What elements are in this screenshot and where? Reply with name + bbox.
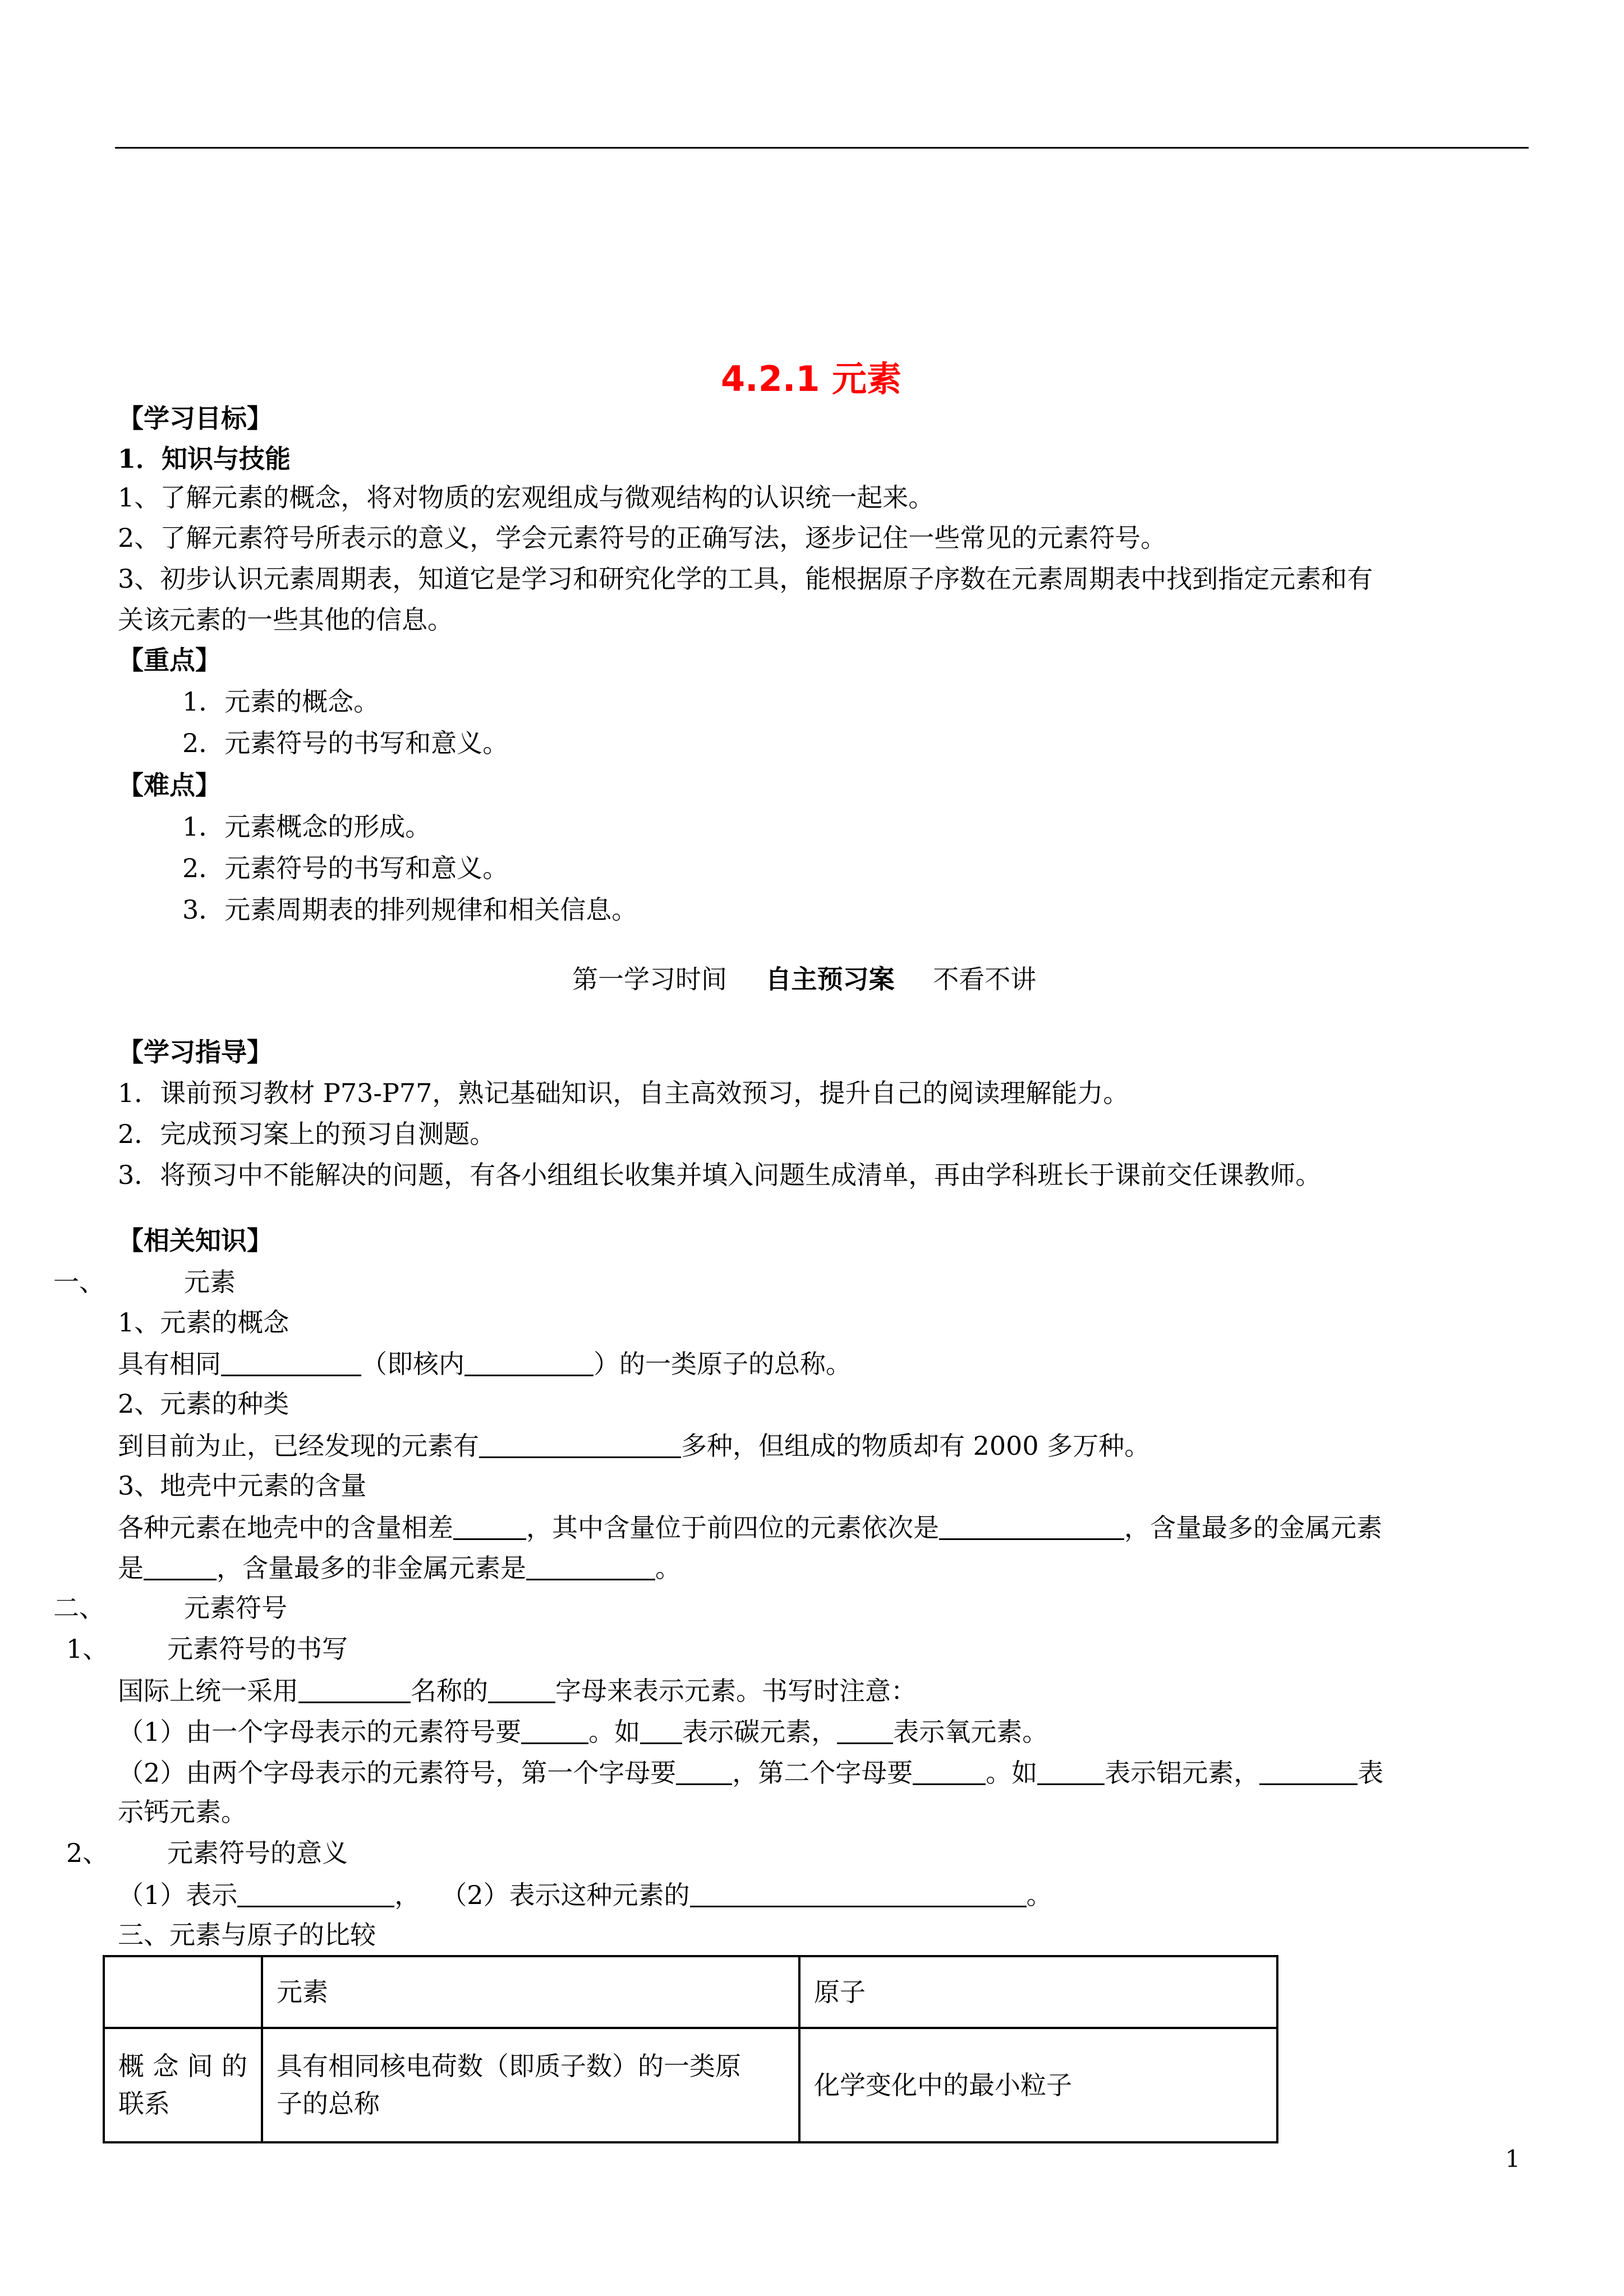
subsection-2-2-title: 元素符号的意义 <box>167 1838 348 1868</box>
page-title: 4.2.1 元素 <box>721 358 902 399</box>
guide-item: 1．课前预习教材 P73-P77，熟记基础知识，自主高效预习，提升自己的阅读理解能力。 <box>118 1078 1129 1108</box>
blank[interactable] <box>690 1881 1027 1907</box>
session-part1: 第一学习时间 <box>572 964 727 994</box>
table-row <box>104 2028 1277 2142</box>
blank[interactable] <box>488 1677 555 1703</box>
blank[interactable] <box>453 1514 526 1540</box>
table-row <box>104 1956 1277 2028</box>
session-part2: 自主预习案 <box>765 964 895 994</box>
goals-heading: 【学习目标】 <box>118 403 273 434</box>
fill-line-2-2: （1）表示 ， （2）表示这种元素的 。 <box>118 1880 1052 1910</box>
fill-line-2-1a: 国际上统一采用 名称的 字母来表示元素。书写时注意： <box>118 1676 917 1706</box>
knowledge-heading: 【相关知识】 <box>118 1225 273 1256</box>
session-part3: 不看不讲 <box>933 964 1037 994</box>
row-label-line: 联系 <box>118 2088 170 2119</box>
subsection-2-1-number: 1、 <box>66 1634 109 1664</box>
subsection-1-1: 1、元素的概念 <box>118 1307 289 1338</box>
subsection-2-2-number: 2、 <box>66 1838 109 1868</box>
fill-line-1-3a: 各种元素在地壳中的含量相差 ，其中含量位于前四位的元素依次是 ，含量最多的金属元素 <box>118 1513 1382 1543</box>
blank[interactable] <box>640 1718 682 1744</box>
section-3-title: 三、元素与原子的比较 <box>118 1920 376 1950</box>
goal-item: 2、了解元素符号所表示的意义，学会元素符号的正确写法，逐步记住一些常见的元素符号。 <box>118 523 1167 553</box>
session-line <box>572 966 1036 992</box>
fill-line-1-1: 具有相同 （即核内 ）的一类原子的总称。 <box>118 1349 852 1379</box>
blank[interactable] <box>298 1677 411 1703</box>
table-corner-cell <box>104 1956 262 2028</box>
table-cell-atom: 化学变化中的最小粒子 <box>799 2028 1277 2142</box>
cell-line: 子的总称 <box>277 2088 380 2119</box>
key-points-heading: 【重点】 <box>118 645 221 675</box>
difficulty-item: 2．元素符号的书写和意义。 <box>182 853 509 883</box>
fill-line-2-1d: 示钙元素。 <box>118 1797 247 1827</box>
blank[interactable] <box>1037 1759 1105 1785</box>
table-header-element: 元素 <box>262 1956 799 2028</box>
fill-line-1-2: 到目前为止，已经发现的元素有 多种，但组成的物质却有 2000 多万种。 <box>118 1431 1151 1461</box>
blank[interactable] <box>837 1718 893 1744</box>
section-1-number: 一、 <box>53 1267 105 1297</box>
blank[interactable] <box>521 1718 588 1744</box>
section-1-title: 元素 <box>184 1267 236 1297</box>
difficulties-heading: 【难点】 <box>118 770 221 800</box>
difficulty-item: 3．元素周期表的排列规律和相关信息。 <box>182 895 638 925</box>
fill-line-1-3b: 是 ，含量最多的非金属元素是 。 <box>118 1553 681 1583</box>
row-label-line: 概念间的 <box>118 2051 247 2082</box>
blank[interactable] <box>913 1759 986 1785</box>
key-point-item: 2．元素符号的书写和意义。 <box>182 728 509 758</box>
blank[interactable] <box>479 1432 681 1458</box>
goal-item: 关该元素的一些其他的信息。 <box>118 605 453 635</box>
cell-line: 具有相同核电荷数（即质子数）的一类原 <box>277 2051 741 2082</box>
difficulty-item: 1．元素概念的形成。 <box>182 812 431 842</box>
table-header-atom: 原子 <box>799 1956 1277 2028</box>
table-row-label <box>104 2028 262 2142</box>
blank[interactable] <box>939 1514 1124 1540</box>
guide-item: 2．完成预习案上的预习自测题。 <box>118 1119 496 1149</box>
comparison-table <box>103 1955 1278 2143</box>
goal-item: 1、了解元素的概念，将对物质的宏观组成与微观结构的认识统一起来。 <box>118 482 935 513</box>
subsection-1-3: 3、地壳中元素的含量 <box>118 1470 367 1501</box>
blank[interactable] <box>144 1554 217 1580</box>
table-cell-element <box>262 2028 799 2142</box>
goals-subheading: 1．知识与技能 <box>118 444 291 474</box>
blank[interactable] <box>1259 1759 1358 1785</box>
section-2-title: 元素符号 <box>184 1593 287 1623</box>
guide-heading: 【学习指导】 <box>118 1037 273 1067</box>
blank[interactable] <box>464 1350 594 1376</box>
fill-line-2-1c: （2）由两个字母表示的元素符号，第一个字母要 ，第二个字母要 。如 表示铝元素， 表 <box>118 1758 1384 1788</box>
page-number: 1 <box>1505 2145 1520 2173</box>
section-2-number: 二、 <box>53 1593 105 1623</box>
blank[interactable] <box>676 1759 732 1785</box>
subsection-1-2: 2、元素的种类 <box>118 1389 289 1419</box>
guide-item: 3．将预习中不能解决的问题，有各小组组长收集并填入问题生成清单，再由学科班长于课前交任课教师。 <box>118 1160 1322 1190</box>
fill-line-2-1b: （1）由一个字母表示的元素符号要 。如 表示碳元素， 表示氧元素。 <box>118 1717 1048 1747</box>
blank[interactable] <box>221 1350 361 1376</box>
blank[interactable] <box>526 1554 655 1580</box>
goal-item: 3、初步认识元素周期表，知道它是学习和研究化学的工具，能根据原子序数在元素周期表中找到指定元素和有 <box>118 564 1373 594</box>
key-point-item: 1．元素的概念。 <box>182 686 380 717</box>
blank[interactable] <box>237 1881 394 1907</box>
subsection-2-1-title: 元素符号的书写 <box>167 1634 348 1664</box>
header-rule <box>115 147 1529 149</box>
